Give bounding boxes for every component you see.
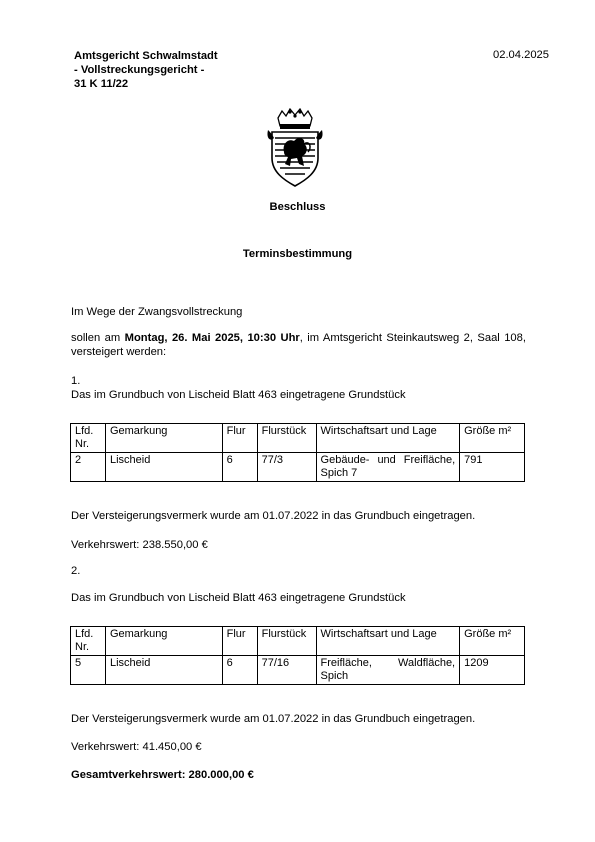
market-value: Verkehrswert: 238.550,00 € <box>71 539 208 551</box>
court-name: Amtsgericht Schwalmstadt <box>74 50 218 62</box>
column-header: Flurstück <box>257 627 316 656</box>
market-value: Verkehrswert: 41.450,00 € <box>71 741 202 753</box>
registration-note: Der Versteigerungsvermerk wurde am 01.07.2022 in das Grundbuch eingetragen. <box>71 713 476 725</box>
document-title: Beschluss <box>269 201 326 213</box>
auction-location: , im Amtsgericht Steinkautsweg 2, Saal 108, versteigert werden: <box>71 332 526 358</box>
property-table <box>70 626 525 685</box>
table-cell: Lischeid <box>105 656 222 685</box>
table-cell: 77/16 <box>257 656 316 685</box>
column-header: Flur <box>222 424 257 453</box>
table-cell: 6 <box>222 453 257 482</box>
table-header-row <box>71 627 525 656</box>
table-row <box>71 656 525 685</box>
court-header <box>74 49 218 91</box>
column-header: Flur <box>222 627 257 656</box>
document-subtitle: Terminsbestimmung <box>242 248 353 260</box>
table-header-row <box>71 424 525 453</box>
auction-date-time: Montag, 26. Mai 2025, 10:30 Uhr <box>124 332 300 344</box>
property-number: 1. <box>71 375 81 387</box>
column-header: Wirtschaftsart und Lage <box>316 627 460 656</box>
column-header: Größe m² <box>460 627 525 656</box>
total-market-value: Gesamtverkehrswert: 280.000,00 € <box>71 769 254 781</box>
property-description: Das im Grundbuch von Lischeid Blatt 463 eingetragene Grundstück <box>71 389 406 401</box>
column-header: Wirtschaftsart und Lage <box>316 424 460 453</box>
table-cell: 5 <box>71 656 106 685</box>
table-cell: 791 <box>460 453 525 482</box>
table-cell: Freifläche, Waldfläche, Spich <box>316 656 460 685</box>
intro-text: Im Wege der Zwangsvollstreckung <box>71 306 243 318</box>
table-cell: Gebäude- und Freifläche, Spich 7 <box>316 453 460 482</box>
file-number: 31 K 11/22 <box>74 78 129 90</box>
table-cell: 77/3 <box>257 453 316 482</box>
table-cell: 6 <box>222 656 257 685</box>
auction-paragraph <box>71 331 526 359</box>
coat-of-arms-icon <box>264 108 326 188</box>
column-header: Größe m² <box>460 424 525 453</box>
document-date: 02.04.2025 <box>493 49 549 61</box>
court-department: - Vollstreckungsgericht - <box>74 64 205 76</box>
table-cell: Lischeid <box>105 453 222 482</box>
column-header: Gemarkung <box>105 424 222 453</box>
table-cell: 1209 <box>460 656 525 685</box>
column-header: Gemarkung <box>105 627 222 656</box>
registration-note: Der Versteigerungsvermerk wurde am 01.07.2022 in das Grundbuch eingetragen. <box>71 510 476 522</box>
table-row <box>71 453 525 482</box>
property-number: 2. <box>71 565 81 577</box>
auction-prefix: sollen am <box>71 332 125 344</box>
column-header: Flurstück <box>257 424 316 453</box>
table-cell: 2 <box>71 453 106 482</box>
column-header: Lfd. Nr. <box>71 424 106 453</box>
property-description: Das im Grundbuch von Lischeid Blatt 463 eingetragene Grundstück <box>71 592 406 604</box>
property-table <box>70 423 525 482</box>
column-header: Lfd. Nr. <box>71 627 106 656</box>
